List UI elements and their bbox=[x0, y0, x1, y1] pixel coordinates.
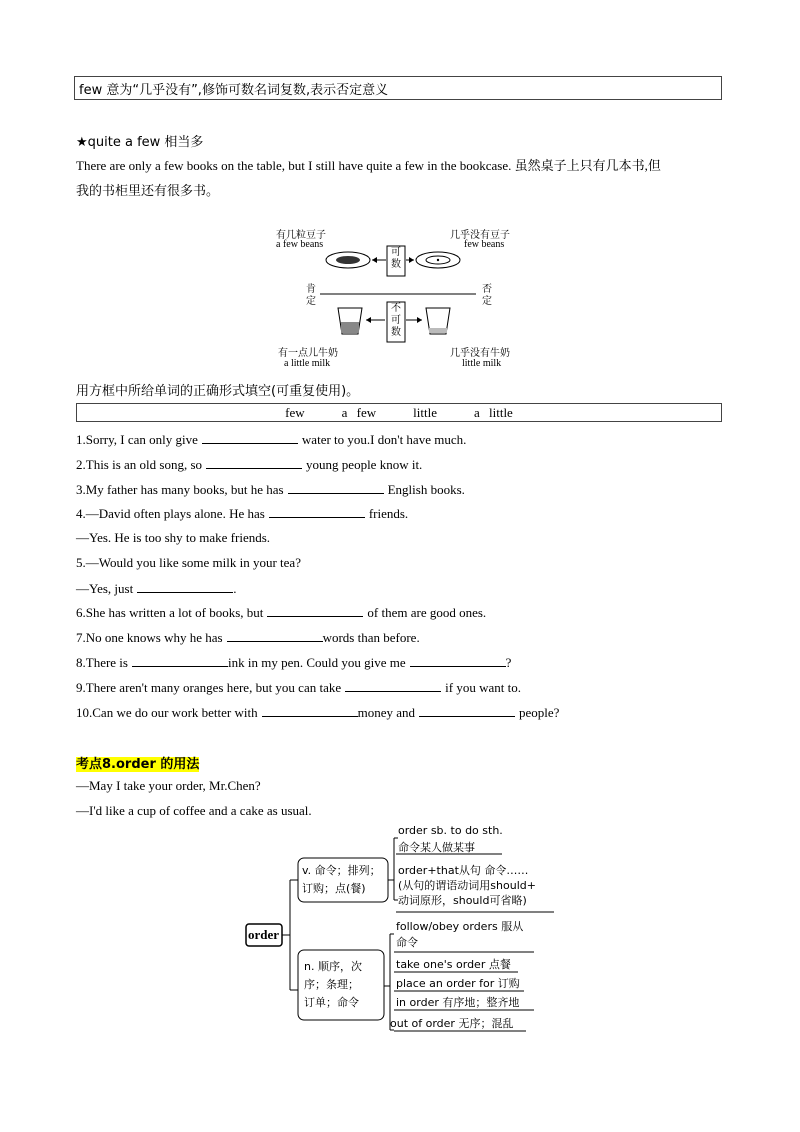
item-10-text: 10.Can we do our work better with bbox=[76, 705, 258, 720]
item-7-post: words than before. bbox=[322, 630, 420, 645]
order-heading bbox=[76, 753, 199, 772]
blank-3[interactable] bbox=[288, 481, 384, 494]
blank-10b[interactable] bbox=[419, 704, 515, 717]
exercise-instruction: 用方框中所给单词的正确形式填空(可重复使用)。 bbox=[76, 384, 360, 399]
noun-item-4: in order 有序地；整齐地 bbox=[396, 996, 520, 1009]
item-5-reply-text: —Yes, just bbox=[76, 581, 134, 596]
item-8-mid: ink in my pen. Could you give me bbox=[227, 655, 406, 670]
noun-label-3: 订单；命令 bbox=[304, 996, 359, 1009]
bottom-left-en: a little milk bbox=[284, 358, 331, 369]
blank-4[interactable] bbox=[269, 505, 365, 518]
item-4-text: 4.—David often plays alone. He has bbox=[76, 506, 265, 521]
item-2-post: young people know it. bbox=[306, 457, 423, 472]
blank-1[interactable] bbox=[202, 431, 298, 444]
item-5-post: . bbox=[233, 581, 237, 596]
exercise-item-3 bbox=[76, 481, 465, 498]
item-6-post: of them are good ones. bbox=[367, 605, 487, 620]
item-4-post: friends. bbox=[368, 506, 409, 521]
quite-a-few-heading: ★quite a few 相当多 bbox=[76, 135, 204, 150]
exercise-item-4 bbox=[76, 505, 408, 522]
verb-label-1: v. 命令；排列； bbox=[302, 864, 381, 877]
top-left-cn: 有几粒豆子 bbox=[276, 230, 326, 241]
item-3-text: 3.My father has many books, but he has bbox=[76, 482, 284, 497]
exercise-item-5: 5.—Would you like some milk in your tea? bbox=[76, 555, 301, 570]
beans-icon bbox=[336, 256, 360, 264]
noun-item-1-l2: 命令 bbox=[396, 936, 418, 949]
exercise-item-5-reply bbox=[76, 580, 236, 597]
blank-10a[interactable] bbox=[262, 704, 358, 717]
item-6-text: 6.She has written a lot of books, but bbox=[76, 605, 264, 620]
exercise-item-10 bbox=[76, 704, 559, 721]
item-10-post: people? bbox=[519, 705, 560, 720]
top-left-en: a few beans bbox=[276, 239, 324, 250]
verb-item-1-cn: 命令某人做某事 bbox=[398, 841, 475, 854]
exercise-item-7 bbox=[76, 629, 420, 646]
uncountable-label: 不可数 bbox=[391, 303, 401, 338]
order-diagram bbox=[244, 824, 564, 1036]
item-9-post: if you want to. bbox=[445, 680, 521, 695]
item-9-text: 9.There aren't many oranges here, but you can take bbox=[76, 680, 342, 695]
noun-item-2: take one's order 点餐 bbox=[396, 958, 511, 971]
verb-item-2-l3: 动词原形，should可省略) bbox=[398, 894, 527, 907]
item-3-post: English books. bbox=[387, 482, 465, 497]
item-2-text: 2.This is an old song, so bbox=[76, 457, 203, 472]
quite-a-few-example-2: 我的书柜里还有很多书。 bbox=[76, 184, 220, 199]
exercise-item-2 bbox=[76, 456, 422, 473]
item-7-text: 7.No one knows why he has bbox=[76, 630, 223, 645]
exercise-item-9 bbox=[76, 679, 521, 696]
word-box-text: few a few little a little bbox=[285, 405, 513, 420]
blank-6[interactable] bbox=[267, 604, 363, 617]
noun-label-2: 序；条理； bbox=[304, 978, 359, 991]
item-8-text: 8.There is bbox=[76, 655, 128, 670]
blank-8b[interactable] bbox=[410, 654, 506, 667]
blank-5[interactable] bbox=[137, 580, 233, 593]
bottom-left-cn: 有一点儿牛奶 bbox=[278, 348, 338, 359]
exercise-item-8 bbox=[76, 654, 511, 671]
exercise-item-4-reply: —Yes. He is too shy to make friends. bbox=[76, 530, 271, 545]
blank-8a[interactable] bbox=[132, 654, 228, 667]
order-dialog-1: —May I take your order, Mr.Chen? bbox=[76, 778, 261, 793]
order-heading-text: 考点8.order 的用法 bbox=[76, 757, 200, 772]
noun-label-1: n. 顺序，次 bbox=[304, 960, 362, 973]
verb-item-1-en: order sb. to do sth. bbox=[398, 824, 503, 837]
order-dialog-2: —I'd like a cup of coffee and a cake as usual. bbox=[76, 803, 312, 818]
few-little-diagram bbox=[268, 222, 532, 372]
blank-2[interactable] bbox=[206, 456, 302, 469]
countable-label: 可数 bbox=[391, 247, 401, 270]
verb-item-2-l2: (从句的谓语动词用should+ bbox=[398, 879, 536, 892]
item-1-text: 1.Sorry, I can only give bbox=[76, 432, 198, 447]
definition-box bbox=[74, 76, 722, 100]
noun-item-1-l1: follow/obey orders 服从 bbox=[396, 920, 524, 933]
negative-label: 否定 bbox=[482, 284, 492, 307]
item-10-mid: money and bbox=[357, 705, 416, 720]
exercise-item-6 bbox=[76, 604, 486, 621]
verb-label-2: 订购；点(餐) bbox=[302, 882, 366, 895]
item-8-post: ? bbox=[505, 655, 512, 670]
top-right-en: few beans bbox=[464, 239, 505, 250]
noun-item-5: out of order 无序；混乱 bbox=[390, 1017, 514, 1030]
quite-a-few-example-1: There are only a few books on the table, but I still have quite a few in the bookcase. 虽然桌子上只有几本书,但 bbox=[76, 158, 661, 173]
item-1-post: water to you.I don't have much. bbox=[301, 432, 467, 447]
bottom-right-cn: 几乎没有牛奶 bbox=[450, 348, 510, 359]
positive-label: 肯定 bbox=[306, 284, 316, 307]
blank-9[interactable] bbox=[345, 679, 441, 692]
exercise-item-1 bbox=[76, 431, 466, 448]
blank-7[interactable] bbox=[227, 629, 323, 642]
verb-item-2-l1: order+that从句 命令…… bbox=[398, 864, 529, 877]
definition-text: few 意为“几乎没有”,修饰可数名词复数,表示否定意义 bbox=[79, 83, 389, 98]
noun-item-3: place an order for 订购 bbox=[396, 977, 520, 990]
word-box bbox=[76, 403, 722, 422]
top-right-cn: 几乎没有豆子 bbox=[450, 230, 510, 241]
bottom-right-en: little milk bbox=[462, 358, 502, 369]
order-root: order bbox=[248, 927, 280, 942]
